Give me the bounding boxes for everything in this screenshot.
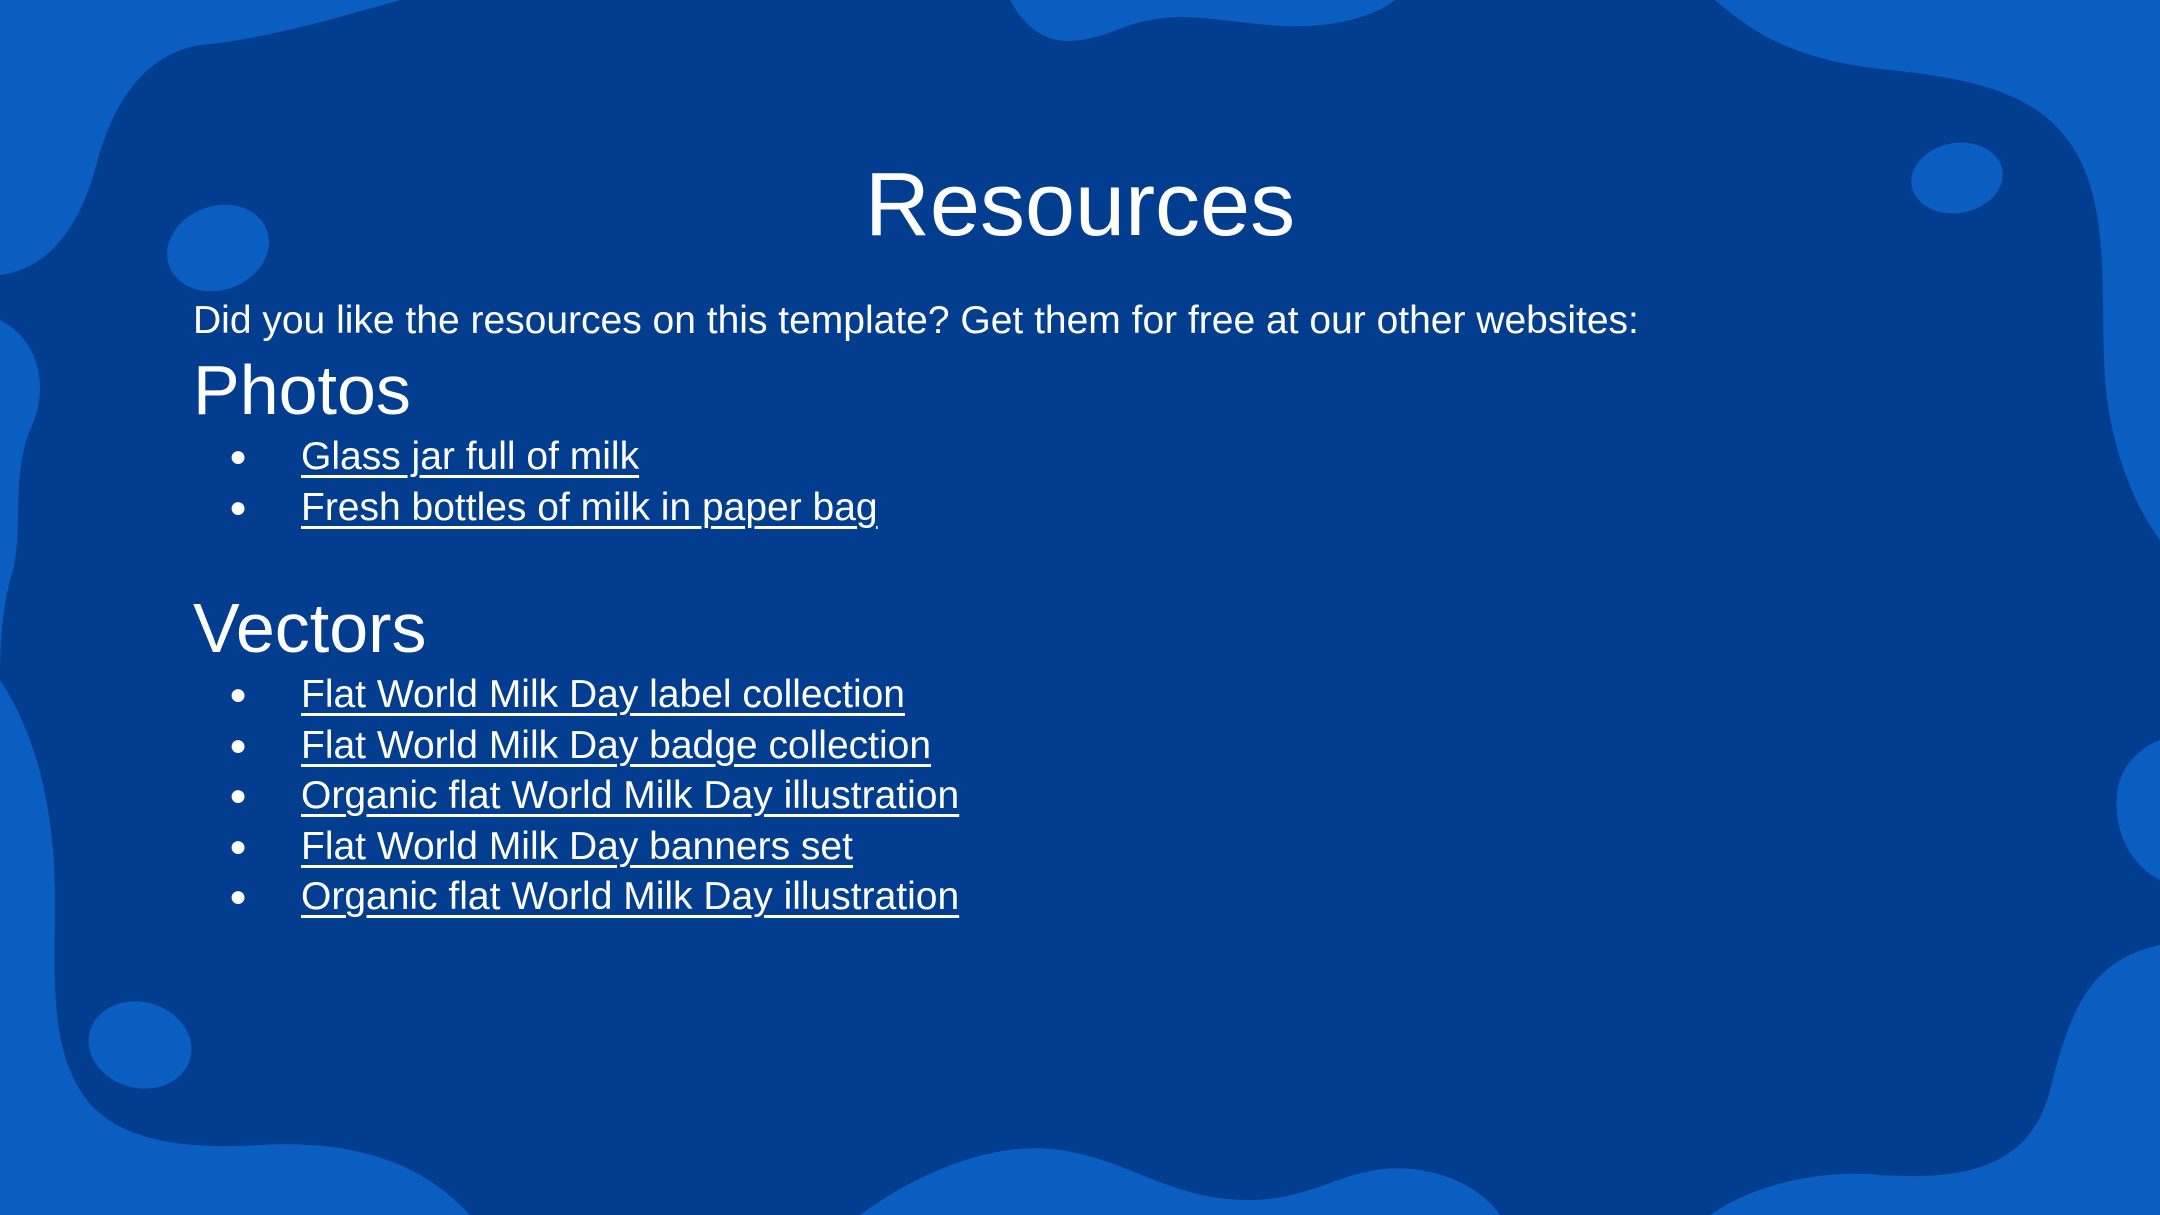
section-heading-vectors: Vectors <box>193 589 427 667</box>
resource-link-glass-jar[interactable]: Glass jar full of milk <box>301 435 640 478</box>
list-item <box>193 721 959 772</box>
list-item <box>193 432 878 483</box>
resource-link-badge-collection[interactable]: Flat World Milk Day badge collection <box>301 723 932 767</box>
section-heading-photos: Photos <box>193 351 411 429</box>
bullet-icon: ● <box>229 490 248 524</box>
resource-link-banners-set[interactable]: Flat World Milk Day banners set <box>301 824 853 868</box>
resource-link-fresh-bottles[interactable]: Fresh bottles of milk in paper bag <box>301 485 878 529</box>
photos-link-list <box>193 432 878 533</box>
list-item <box>193 771 959 822</box>
bullet-icon: ● <box>229 678 248 711</box>
list-item <box>193 822 959 873</box>
list-item <box>193 670 959 721</box>
bullet-icon: ● <box>229 728 248 762</box>
resource-link-organic-illustration-1[interactable]: Organic flat World Milk Day illustration <box>301 774 960 817</box>
bullet-icon: ● <box>229 779 248 812</box>
list-item <box>193 483 878 534</box>
bullet-icon: ● <box>229 440 248 473</box>
intro-text: Did you like the resources on this template? Get them for free at our other websites: <box>193 299 1639 342</box>
bullet-icon: ● <box>229 880 248 913</box>
resource-link-label-collection[interactable]: Flat World Milk Day label collection <box>301 673 905 716</box>
slide-title: Resources <box>864 155 1296 255</box>
resource-link-organic-illustration-2[interactable]: Organic flat World Milk Day illustration <box>301 875 960 918</box>
vectors-link-list <box>193 670 959 923</box>
list-item <box>193 872 959 923</box>
bullet-icon: ● <box>229 829 248 863</box>
